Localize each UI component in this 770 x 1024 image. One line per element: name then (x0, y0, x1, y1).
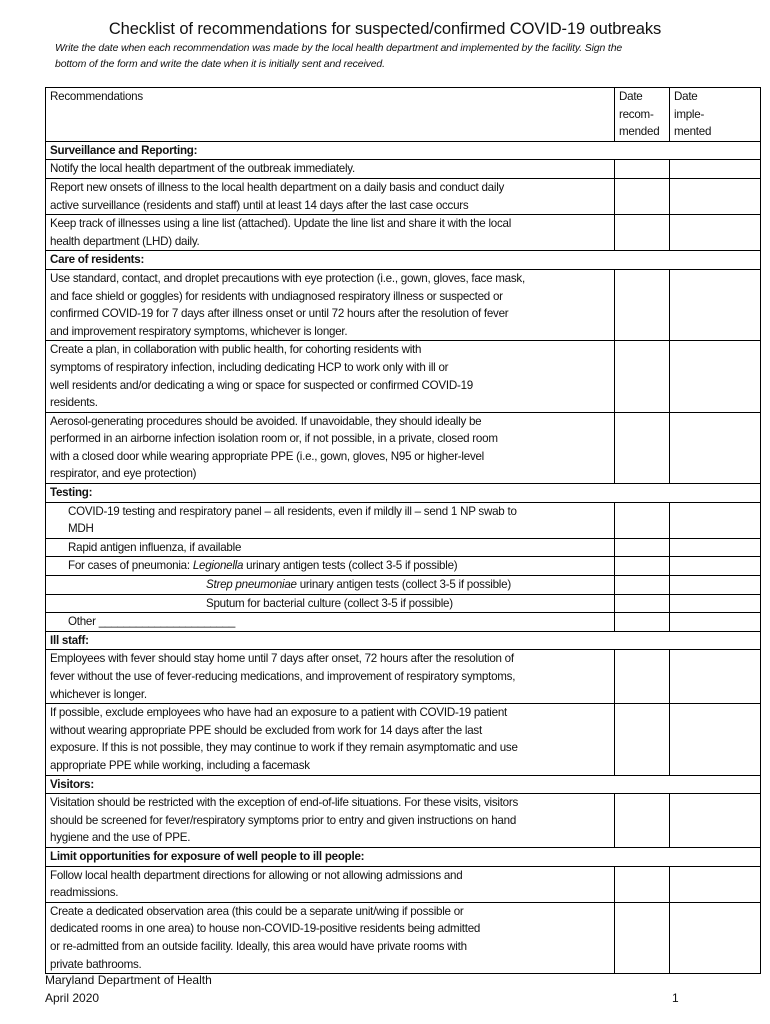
date-recommended-cell[interactable] (615, 794, 670, 848)
text-line: Testing: (50, 486, 93, 500)
header-row (46, 88, 761, 142)
recommendation-row (46, 594, 761, 613)
date-implemented-cell[interactable] (670, 650, 761, 704)
text-line: well residents and/or dedicating a wing or space for suspected or confirmed COVID-19 (50, 378, 474, 392)
date-implemented-cell[interactable] (670, 502, 761, 538)
recommendation-text (46, 269, 615, 340)
date-implemented-cell[interactable] (670, 594, 761, 613)
section-header-row (46, 847, 761, 866)
recommendation-text (46, 866, 615, 902)
instructions-line: bottom of the form and write the date when it is initially sent and received. (55, 58, 385, 70)
date-recommended-cell[interactable] (615, 650, 670, 704)
section-header-row (46, 775, 761, 794)
recommendation-row (46, 412, 761, 483)
date-recommended-cell[interactable] (615, 594, 670, 613)
text-line: dedicated rooms in one area) to house non-COVID-19-positive residents being admitted (50, 922, 481, 936)
text-line: or re-admitted from an outside facility. Ideally, this area would have private rooms with (50, 939, 467, 953)
text-line: should be screened for fever/respiratory symptoms prior to entry and given instructions on hand (50, 813, 517, 827)
header-date-implemented: Date imple- mented (670, 88, 761, 142)
date-recommended-cell[interactable] (615, 613, 670, 632)
date-implemented-cell[interactable] (670, 215, 761, 251)
recommendation-text (46, 650, 615, 704)
footer-date: April 2020 (45, 991, 100, 1005)
text-line: private bathrooms. (50, 957, 142, 971)
text-line: For cases of pneumonia: Legionella urinary antigen tests (collect 3-5 if possible) (68, 559, 458, 573)
text-line: exposure. If this is not possible, they may continue to work if they remain asymptomatic and use (50, 741, 518, 755)
date-implemented-cell[interactable] (670, 160, 761, 179)
date-implemented-cell[interactable] (670, 538, 761, 557)
text-line: Use standard, contact, and droplet precautions with eye protection (i.e., gown, gloves, face mask, (50, 271, 525, 285)
date-implemented-cell[interactable] (670, 269, 761, 340)
text-line: and face shield or goggles) for residents with undiagnosed respiratory illness or suspected or (50, 289, 503, 303)
text-line: Other ______________________ (68, 615, 236, 629)
recommendation-row (46, 538, 761, 557)
date-recommended-cell[interactable] (615, 557, 670, 576)
text-line: confirmed COVID-19 for 7 days after illness onset or until 72 hours after the resolution of fever (50, 307, 509, 321)
recommendation-text (46, 502, 615, 538)
recommendation-text (46, 576, 615, 595)
text-line: Follow local health department directions for allowing or not allowing admissions and (50, 868, 463, 882)
recommendation-row (46, 215, 761, 251)
date-recommended-cell[interactable] (615, 704, 670, 775)
date-implemented-cell[interactable] (670, 613, 761, 632)
text-line: Visitation should be restricted with the exception of end-of-life situations. For these visits, visitors (50, 796, 519, 810)
text-line: Limit opportunities for exposure of well people to ill people: (50, 849, 365, 863)
recommendation-text (46, 594, 615, 613)
text-line: MDH (68, 522, 94, 536)
document-title: Checklist of recommendations for suspected/confirmed COVID-19 outbreaks (108, 20, 662, 38)
checklist-table (45, 87, 761, 974)
text-line: If possible, exclude employees who have had an exposure to a patient with COVID-19 patient (50, 706, 507, 720)
text-line: fever without the use of fever-reducing medications, and improvement of respiratory symptoms, (50, 670, 516, 683)
recommendation-text (46, 704, 615, 775)
text-line: appropriate PPE while working, including a facemask (50, 758, 310, 772)
text-line: Create a plan, in collaboration with public health, for cohorting residents with (50, 343, 422, 357)
date-implemented-cell[interactable] (670, 341, 761, 412)
text-line: Notify the local health department of the outbreak immediately. (50, 162, 355, 176)
header-recommendations: Recommendations (46, 88, 615, 142)
text-line: Surveillance and Reporting: (50, 143, 198, 157)
text-line: COVID-19 testing and respiratory panel – all residents, even if mildly ill – send 1 NP swab to (68, 504, 517, 518)
text-line: performed in an airborne infection isolation room or, if not possible, in a private, closed room (50, 432, 498, 446)
text-line: respirator, and eye protection) (50, 467, 197, 481)
recommendation-row (46, 502, 761, 538)
recommendation-row (46, 576, 761, 595)
date-recommended-cell[interactable] (615, 538, 670, 557)
recommendation-text (46, 557, 615, 576)
organism-name: Legionella (192, 559, 244, 573)
date-recommended-cell[interactable] (615, 341, 670, 412)
recommendation-row (46, 650, 761, 704)
recommendation-text (46, 538, 615, 557)
section-title (46, 775, 761, 794)
header-date-recommended: Date recom- mended (615, 88, 670, 142)
recommendation-text (46, 412, 615, 483)
recommendation-row (46, 902, 761, 973)
recommendation-row (46, 557, 761, 576)
text-line: Strep pneumoniae urinary antigen tests (collect 3-5 if possible) (206, 578, 511, 592)
date-recommended-cell[interactable] (615, 269, 670, 340)
organism-name: Strep pneumoniae (206, 578, 297, 592)
recommendation-text (46, 215, 615, 251)
footer (45, 971, 212, 1007)
date-recommended-cell[interactable] (615, 412, 670, 483)
date-implemented-cell[interactable] (670, 866, 761, 902)
date-recommended-cell[interactable] (615, 178, 670, 214)
text-line: without wearing appropriate PPE should be excluded from work for 14 days after the last (50, 723, 482, 737)
date-implemented-cell[interactable] (670, 576, 761, 595)
text-line: residents. (50, 396, 98, 410)
text-line: symptoms of respiratory infection, including dedicating HCP to work only with ill or (50, 360, 449, 374)
date-recommended-cell[interactable] (615, 502, 670, 538)
text-line: Rapid antigen influenza, if available (68, 540, 242, 554)
date-implemented-cell[interactable] (670, 178, 761, 214)
footer-organization: Maryland Department of Health (45, 973, 212, 987)
date-recommended-cell[interactable] (615, 866, 670, 902)
date-implemented-cell[interactable] (670, 557, 761, 576)
section-title (46, 847, 761, 866)
text-line: hygiene and the use of PPE. (50, 831, 191, 845)
date-implemented-cell[interactable] (670, 704, 761, 775)
text-line: Aerosol-generating procedures should be avoided. If unavoidable, they should ideally be (50, 414, 482, 428)
text-line: Employees with fever should stay home until 7 days after onset, 72 hours after the resolution of (50, 652, 514, 666)
text-line: Keep track of illnesses using a line list (attached). Update the line list and share it with the local (50, 217, 512, 231)
text-line: and improvement respiratory symptoms, whichever is longer. (50, 324, 348, 338)
date-recommended-cell[interactable] (615, 215, 670, 251)
recommendation-text (46, 794, 615, 848)
text-line: Create a dedicated observation area (this could be a separate unit/wing if possible or (50, 904, 464, 918)
date-implemented-cell[interactable] (670, 412, 761, 483)
section-title (46, 251, 761, 270)
recommendation-text (46, 902, 615, 973)
text-line: Ill staff: (50, 633, 89, 647)
date-recommended-cell[interactable] (615, 576, 670, 595)
section-title (46, 484, 761, 503)
section-title (46, 631, 761, 650)
text-line: Sputum for bacterial culture (collect 3-5 if possible) (206, 596, 453, 610)
recommendation-row (46, 269, 761, 340)
recommendation-row (46, 866, 761, 902)
date-implemented-cell[interactable] (670, 902, 761, 973)
recommendation-row (46, 613, 761, 632)
recommendation-row (46, 178, 761, 214)
section-header-row (46, 251, 761, 270)
date-recommended-cell[interactable] (615, 160, 670, 179)
page-number: 1 (672, 991, 679, 1005)
instructions-line: Write the date when each recommendation was made by the local health department and implemented by the facility. Sign the (55, 42, 623, 54)
recommendation-row (46, 794, 761, 848)
recommendation-text (46, 178, 615, 214)
text-line: with a closed door while wearing appropriate PPE (i.e., gown, gloves, N95 or higher-level (50, 449, 485, 463)
text-line: Visitors: (50, 777, 94, 791)
text-line: health department (LHD) daily. (50, 234, 200, 248)
text-line: whichever is longer. (50, 687, 147, 701)
recommendation-row (46, 341, 761, 412)
section-header-row (46, 141, 761, 160)
date-implemented-cell[interactable] (670, 794, 761, 848)
recommendation-text (46, 341, 615, 412)
section-header-row (46, 484, 761, 503)
recommendation-text (46, 160, 615, 179)
text-line: active surveillance (residents and staff) until at least 14 days after the last case occurs (50, 198, 469, 212)
date-recommended-cell[interactable] (615, 902, 670, 973)
text-line: readmissions. (50, 886, 119, 900)
instructions-text (55, 40, 735, 72)
text-line: Report new onsets of illness to the local health department on a daily basis and conduct daily (50, 180, 505, 194)
section-header-row (46, 631, 761, 650)
recommendation-text (46, 613, 615, 632)
recommendation-row (46, 704, 761, 775)
recommendation-row (46, 160, 761, 179)
section-title (46, 141, 761, 160)
text-line: Care of residents: (50, 253, 145, 267)
